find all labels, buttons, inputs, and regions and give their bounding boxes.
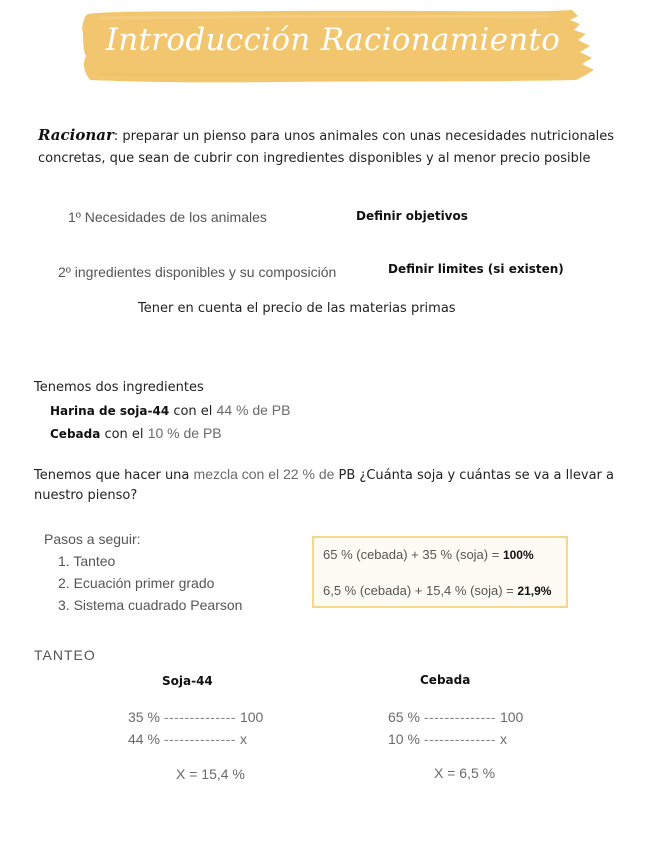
price-note: Tener en cuenta el precio de las materias primas [138, 301, 456, 316]
ingredient-value: 10 % de PB [147, 425, 222, 441]
question-line-2: nuestro pienso? [34, 488, 138, 503]
title-banner [80, 8, 600, 84]
definition-term: Racionar [38, 126, 114, 144]
ingredient-name: Cebada [50, 427, 101, 441]
tanteo-heading-soja: Soja-44 [162, 674, 213, 688]
answer-expression: 6,5 % (cebada) + 15,4 % (soja) = [323, 583, 518, 598]
rule-dashes: -------------- [163, 709, 237, 725]
rule-right: x [239, 731, 247, 747]
ingredient-soja [50, 402, 290, 420]
rule-left: 35 % [128, 709, 160, 725]
rule-dashes: -------------- [163, 731, 237, 747]
rule-left: 44 % [128, 731, 160, 747]
tanteo-soja-result: X = 15,4 % [176, 766, 245, 782]
question-line-1 [34, 466, 614, 484]
question-text-b: mezcla con el 22 % de [193, 466, 335, 482]
question-text-c: PB ¿Cuánta soja y cuántas se va a llevar a [334, 468, 614, 483]
answer-line-2 [323, 583, 551, 598]
rule-dashes: -------------- [423, 709, 497, 725]
rule-right: 100 [499, 709, 524, 725]
definition-text-1: : preparar un pienso para unos animales con unas necesidades nutricionales [113, 129, 615, 144]
ingredient-name: Harina de soja-44 [50, 404, 170, 418]
answer-result: 21,9% [517, 584, 552, 598]
rule-left: 65 % [388, 709, 420, 725]
page-title: Introducción Racionamiento [105, 22, 561, 58]
answer-box [312, 536, 568, 608]
definition-line-2: concretas, que sean de cubrir con ingredientes disponibles y al menor precio posible [38, 151, 591, 166]
ingredient-connector: con el [100, 427, 148, 442]
tanteo-soja-row-1 [128, 709, 263, 725]
ingredient-connector: con el [169, 404, 217, 419]
rule-left: 10 % [388, 731, 420, 747]
tanteo-cebada-row-1 [388, 709, 523, 725]
tanteo-soja-row-2 [128, 731, 247, 747]
method-title: Pasos a seguir: [44, 531, 141, 547]
step-2-label: 2º ingredientes disponibles y su composición [58, 264, 337, 280]
step-2-note: Definir limites (si existen) [388, 262, 564, 276]
definition-line-1 [38, 126, 614, 145]
method-item: 2. Ecuación primer grado [58, 575, 215, 591]
tanteo-cebada-result: X = 6,5 % [434, 765, 496, 781]
method-item: 3. Sistema cuadrado Pearson [58, 597, 243, 613]
step-1-label: 1º Necesidades de los animales [68, 209, 267, 225]
ingredients-intro: Tenemos dos ingredientes [34, 380, 204, 395]
question-text-a: Tenemos que hacer una [34, 468, 194, 483]
rule-right: x [499, 731, 507, 747]
rule-dashes: -------------- [423, 731, 497, 747]
answer-result: 100% [502, 548, 534, 562]
answer-expression: 65 % (cebada) + 35 % (soja) = [323, 547, 503, 562]
ingredient-value: 44 % de PB [216, 402, 291, 418]
step-1-note: Definir objetivos [356, 209, 468, 223]
answer-line-1 [323, 547, 534, 562]
method-item: 1. Tanteo [58, 553, 116, 569]
tanteo-title: TANTEO [34, 647, 96, 663]
tanteo-heading-cebada: Cebada [420, 673, 471, 687]
rule-right: 100 [239, 709, 264, 725]
tanteo-cebada-row-2 [388, 731, 507, 747]
ingredient-cebada [50, 425, 222, 443]
